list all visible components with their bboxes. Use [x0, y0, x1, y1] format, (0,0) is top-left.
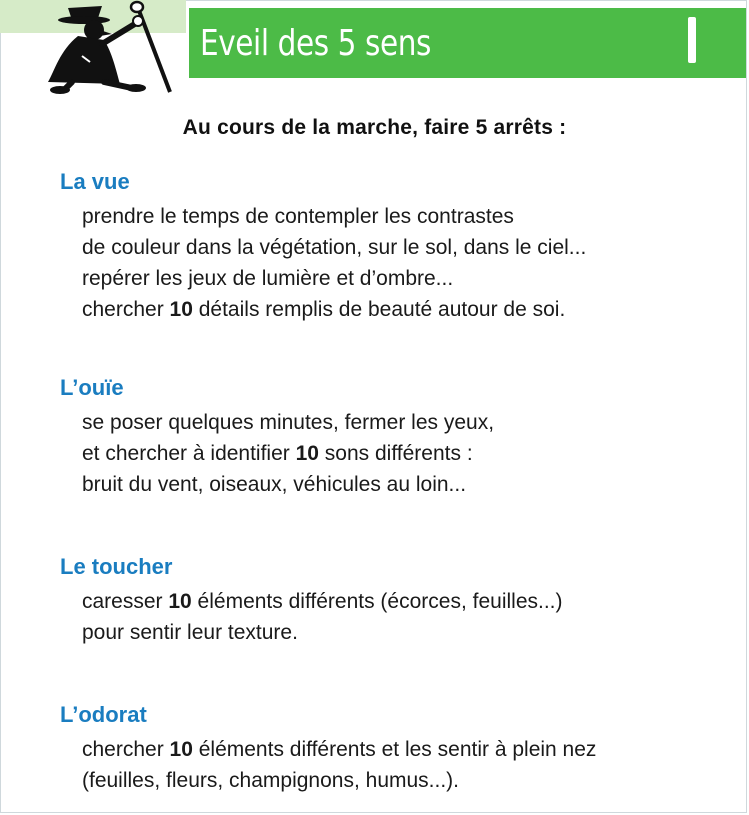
section-body [82, 407, 740, 500]
body-line: chercher 10 éléments différents et les sentir à plein nez [82, 738, 597, 761]
body-line: de couleur dans la végétation, sur le sol, dans le ciel... [82, 236, 587, 259]
section-l-ouie [60, 373, 740, 500]
body-line: pour sentir leur texture. [82, 621, 298, 644]
section-le-toucher [60, 552, 740, 648]
section-la-vue [60, 167, 740, 325]
body-line: repérer les jeux de lumière et d’ombre... [82, 267, 454, 290]
section-body [82, 201, 740, 325]
subtitle: Au cours de la marche, faire 5 arrêts : [182, 116, 567, 139]
body-line: (feuilles, fleurs, champignons, humus...). [82, 769, 459, 792]
page-title: Eveil des 5 sens [200, 23, 431, 64]
count-number: 10 [169, 298, 193, 321]
count-number: 10 [169, 738, 193, 761]
body-line: prendre le temps de contempler les contrastes [82, 205, 514, 228]
body-line: chercher 10 détails remplis de beauté autour de soi. [82, 298, 566, 321]
body-line: bruit du vent, oiseaux, véhicules au loin... [82, 473, 467, 496]
section-body [82, 586, 740, 648]
section-l-odorat [60, 700, 740, 796]
section-title: L’odorat [60, 702, 147, 727]
body-line: caresser 10 éléments différents (écorces, feuilles...) [82, 590, 563, 613]
header-mark [688, 17, 696, 63]
section-title: Le toucher [60, 554, 173, 579]
section-body [82, 734, 740, 796]
count-number: 10 [168, 590, 192, 613]
count-number: 10 [295, 442, 319, 465]
walking-hiker-silhouette-icon [20, 0, 190, 95]
section-title: La vue [60, 169, 130, 194]
body-line: se poser quelques minutes, fermer les yeux, [82, 411, 495, 434]
body-line: et chercher à identifier 10 sons différents : [82, 442, 473, 465]
section-title: L’ouïe [60, 375, 124, 400]
